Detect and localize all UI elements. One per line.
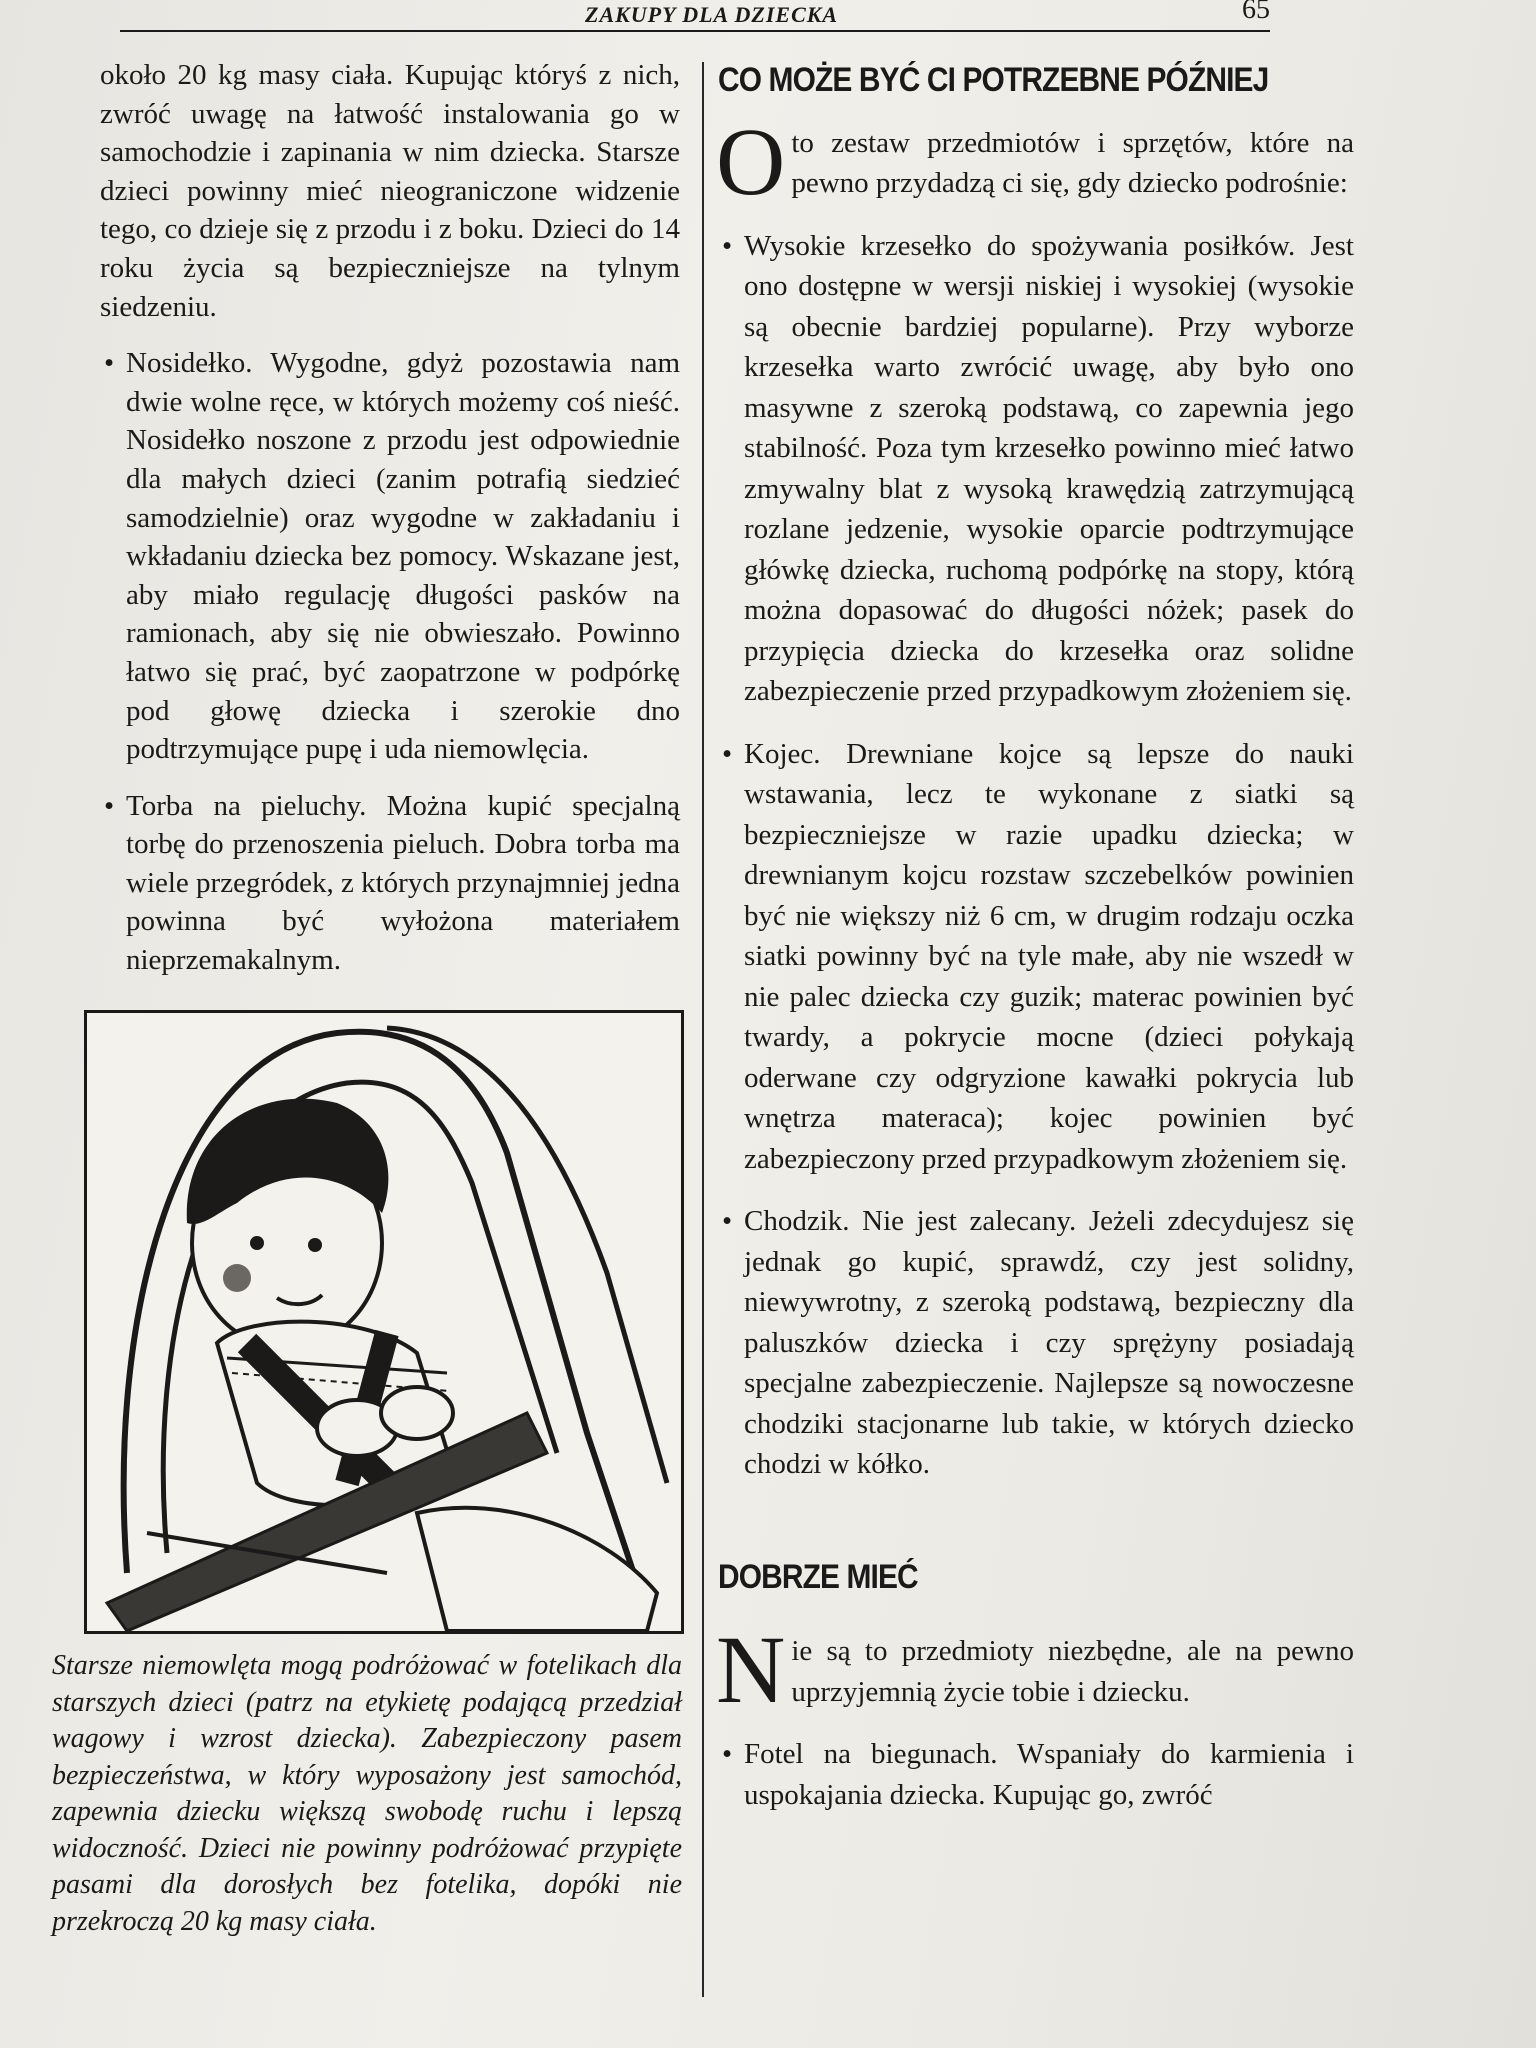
left-intro-paragraph: około 20 kg masy ciała. Kupując któryś z nich, zwróć uwagę na łatwość instalowania go w samochodzie i zapinania w nim dziecka. Starsze dzieci powinny mieć nieograniczone widzenie tego, co dzieje się z przodu i z boku. Dzieci do 14 roku życia są bezpieczniejsze na tylnym siedzeniu. (100, 59, 680, 323)
section-later-intro: Oto zestaw przedmiotów i sprzętów, które na pewno przydadzą ci się, gdy dziecko podrośnie: (716, 107, 1354, 215)
section-heading-nice-to-have: DOBRZE MIEĆ (718, 1557, 918, 1596)
chapter-title: ZAKUPY DLA DZIECKA (585, 2, 839, 27)
bullet-fotel: • Fotel na biegunach. Wspaniały do karmienia i uspokajania dziecka. Kupując go, zwróć (718, 1734, 1354, 1815)
bullet-nosidelko: • Nosidełko. Wygodne, gdyż pozostawia nam dwie wolne ręce, w których możemy coś nieść. Nosidełko noszone z przodu jest odpowiednie dla małych dzieci (zanim potrafią siedzieć samodzielnie) oraz wygodne w zakładaniu i wkładaniu dziecka bez pomocy. Wskazane jest, aby miało regulację długości pasków na ramionach, aby się nie obwieszało. Powinno łatwo się prać, być zaopatrzone w podpórkę pod głowę dziecka i szerokie dno podtrzymujące pupę i uda niemowlęcia. (100, 344, 680, 769)
figure-caption: Starsze niemowlęta mogą podróżować w fotelikach dla starszych dzieci (patrz na etykietę podającą przedział wagowy i wzrost dziecka). Zabezpieczony pasem bezpieczeństwa, w który wyposażony jest samochód, zapewnia dziecku większą swobodę ruchu i lepszą widoczność. Dzieci nie powinny podróżować przypięte pasami dla dorosłych bez fotelika, dopóki nie przekroczą 20 kg masy ciała. (52, 1650, 682, 1937)
illustration-baby-car-seat (84, 1010, 684, 1634)
running-header (120, 0, 1270, 32)
dropcap-n: N (716, 1616, 786, 1723)
baby-car-seat-drawing (87, 1013, 681, 1631)
dropcap-o: O (716, 107, 786, 215)
section-nice-intro: Nie są to przedmioty niezbędne, ale na pewno uprzyjemnią życie tobie i dziecku. (716, 1616, 1354, 1723)
bullet-kojec: • Kojec. Drewniane kojce są lepsze do nauki wstawania, lecz te wykonane z siatki są bezpieczniejsze w razie upadku dziecka; w drewnianym kojcu rozstaw szczebelków powinien być nie większy niż 6 cm, w drugim rodzaju oczka siatki powinny być na tyle małe, aby nie wszedł w nie palec dziecka czy guzik; materac powinien być twardy, a pokrycie mocne (dzieci połykają oderwane czy odgryzione kawałki pokrycia lub wnętrza materaca); kojec powinien być zabezpieczony przed przypadkowym złożeniem się. (718, 734, 1354, 1180)
page-number: 65 (1242, 0, 1270, 25)
bullet-torba: • Torba na pieluchy. Można kupić specjalną torbę do przenoszenia pieluch. Dobra torba ma wiele przegródek, z których przynajmniej jedna powinna być wyłożona materiałem nieprzemakalnym. (100, 787, 680, 980)
bullet-chodzik: • Chodzik. Nie jest zalecany. Jeżeli zdecydujesz się jednak go kupić, sprawdź, czy jest solidny, niewywrotny, z szeroką podstawą, bezpieczny dla paluszków dziecka i czy sprężyny posiadają specjalne zabezpieczenie. Najlepsze są nowoczesne chodziki stacjonarne lub takie, w których dziecko chodzi w kółko. (718, 1201, 1354, 1485)
section-heading-later: CO MOŻE BYĆ CI POTRZEBNE PÓŹNIEJ (718, 61, 1269, 99)
left-column (100, 56, 680, 980)
right-column (718, 60, 1354, 1815)
column-divider (702, 62, 704, 1997)
bullet-krzeselko: • Wysokie krzesełko do spożywania posiłków. Jest ono dostępne w wersji niskiej i wysokiej (wysokie są obecnie bardziej popularne). Przy wyborze krzesełka warto zwrócić uwagę, aby było ono masywne z szeroką podstawą, co zapewnia jego stabilność. Poza tym krzesełko powinno mieć łatwo zmywalny blat z wysoką krawędzią zatrzymującą rozlane jedzenie, wysokie oparcie podtrzymujące główkę dziecka, ruchomą podpórkę na stopy, którą można dopasować do długości nóżek; pasek do przypięcia dziecka do krzesełka oraz solidne zabezpieczenie przed przypadkowym złożeniem się. (718, 226, 1354, 712)
